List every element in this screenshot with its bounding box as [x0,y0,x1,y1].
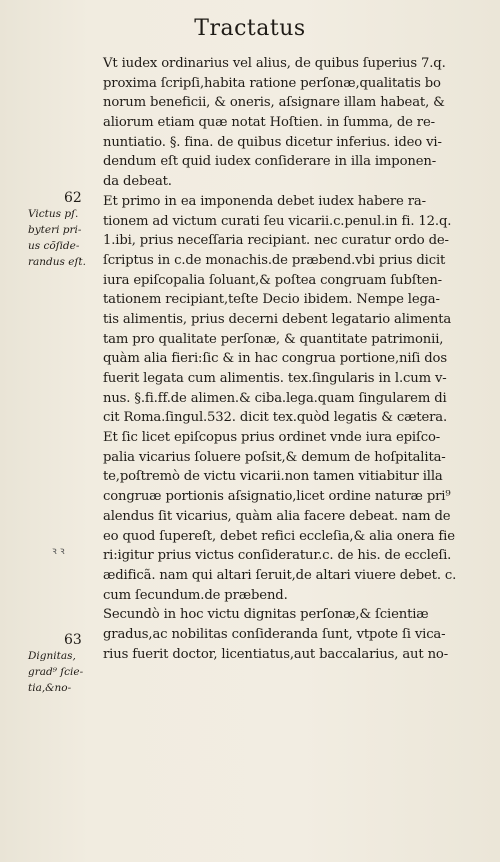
text-line: nuntiatio. §. fina. de quibus dicetur inferius. ideo vi- [103,134,442,150]
text-line: cit Roma.ſingul.532. dicit tex.quòd legatis & cætera. [103,410,448,426]
text-line: Et ſic licet epiſcopus prius ordinet vnde iura epiſco- [103,430,441,446]
text-line: tionem ad victum curati ſeu vicarii.c.penul.in fi. 12.q. [103,213,452,229]
text-line: da debeat. [103,174,172,190]
text-line: fuerit legata cum alimentis. tex.ſingularis in l.cum v- [103,371,447,386]
text-line: 1.ibi, prius neceſſaria recipiant. nec curatur ordo de- [103,233,449,249]
text-line: ſcriptus in c.de monachis.de præbend.vbi prius dicit [103,252,446,268]
marginal-note-line: tia,&no- [28,682,72,694]
text-line: rius fuerit doctor, licentiatus,aut baccalarius, aut no- [103,646,449,662]
text-line: te,poſtremò de victu vicarii.non tamen vitiabitur illa [103,469,443,485]
text-line: palia vicarius ſoluere poſsit,& demum de hoſpitalita- [103,449,446,465]
text-line: tationem recipiant,teſte Decio ibidem. Nempe lega- [103,292,440,308]
text-line: Secundò in hoc victu dignitas perſonæ,& ſcientiæ [103,607,429,623]
text-line: proxima ſcripſi,habita ratione perſonæ,qualitatis bo [103,75,441,91]
text-line: ri:igitur prius victus conſideratur.c. de his. de eccleſi. [103,548,452,564]
body-text [103,54,463,664]
text-line: norum beneficii, & oneris, aſsignare illam habeat, & [103,95,445,111]
text-line: Et primo in ea imponenda debet iudex habere ra- [103,193,426,209]
marginal-note-line: Dignitas, [28,650,76,662]
text-line: cum ſecundum.de præbend. [103,587,288,603]
marginal-note-line: randus eſt. [28,256,86,268]
text-line: gradus,ac nobilitas conſideranda ſunt, vtpote ſi vica- [103,626,446,642]
text-line: alendus ſit vicarius, quàm alia facere debeat. nam de [103,508,451,524]
text-line: dendum eſt quid iudex conſiderare in illa imponen- [103,154,437,170]
text-line: eo quod ſupereſt, debet refici eccleſia,& alia onera fie [103,528,455,544]
text-line: aliorum etiam quæ notat Hoſtien. in ſumma, de re- [103,115,435,131]
marginal-note-line: byteri pri- [28,224,82,236]
text-line: nus. §.fi.ff.de alimen.& ciba.lega.quam ſingularem di [103,390,447,406]
text-line: quàm alia fieri:ſic & in hac congrua portione,niſi dos [103,351,447,367]
marginal-number: 62 [64,190,82,206]
marginal-number: 63 [64,632,82,648]
marginal-mark: ꝛ ꝛ [52,546,65,557]
marginal-note-62 [28,190,94,270]
marginal-note-line: Victus pſ. [28,208,79,220]
marginal-note-line: us cõſide- [28,240,80,252]
text-line: ædificã. nam qui altari ſeruit,de altari viuere debet. c. [103,567,457,583]
text-line: Vt iudex ordinarius vel alius, de quibus ſuperius 7.q. [103,56,446,71]
marginal-note-63 [28,632,94,696]
text-line: iura epiſcopalia ſoluant,& poſtea congruam ſubſten- [103,272,442,288]
text-line: congruæ portionis aſsignatio,licet ordine naturæ pri⁹ [103,489,451,505]
page-header-title: Tractatus [194,16,306,41]
text-line: tis alimentis, prius decerni debent legatario alimenta [103,311,452,327]
text-line: tam pro qualitate perſonæ, & quantitate patrimonii, [103,331,444,347]
marginal-note-line: grad⁹ ſcie- [28,666,84,678]
